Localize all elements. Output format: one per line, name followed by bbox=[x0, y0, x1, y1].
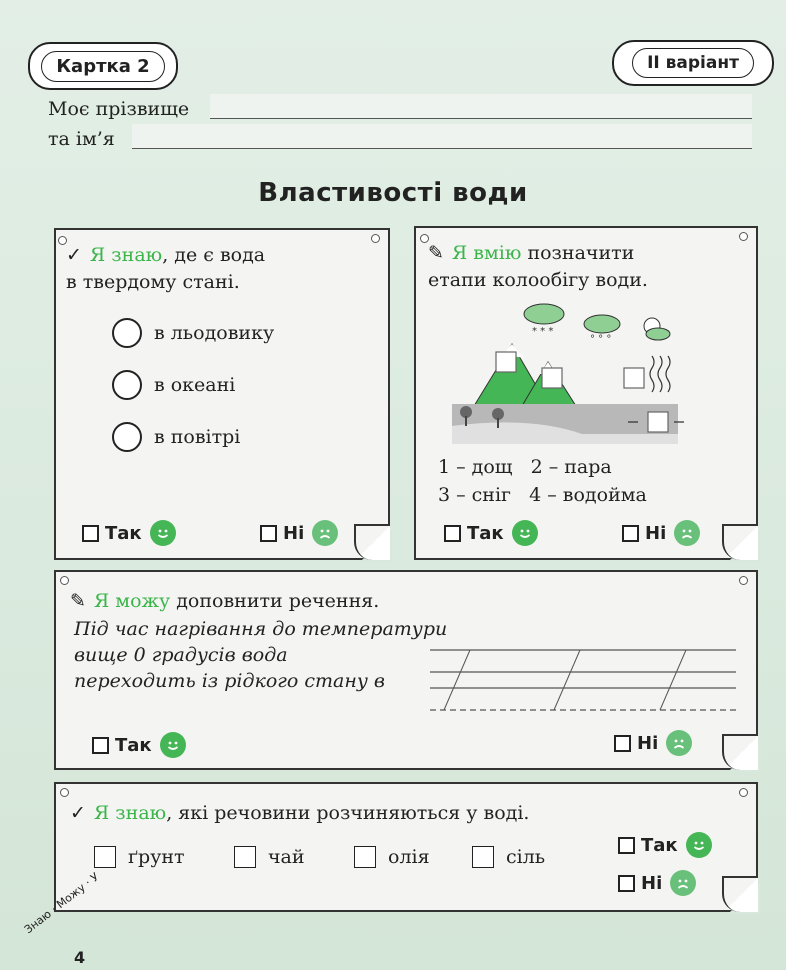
checkbox-square[interactable] bbox=[622, 525, 639, 542]
card-solid-water bbox=[54, 228, 390, 560]
card-dissolving bbox=[54, 782, 758, 912]
card-complete-sentence bbox=[54, 570, 758, 770]
checkbox-square[interactable] bbox=[618, 875, 635, 892]
svg-text:* * *: * * * bbox=[532, 326, 554, 337]
card1-heading: ✓ Я знаю, де є вода в твердому стані. bbox=[66, 244, 266, 293]
svg-text:° ° °: ° ° ° bbox=[590, 334, 612, 345]
page-curl bbox=[722, 876, 758, 912]
option-air[interactable]: в повітрі bbox=[112, 422, 240, 452]
page-curl bbox=[722, 734, 758, 770]
checkbox-square[interactable] bbox=[618, 837, 635, 854]
sentence-line-2: вище 0 градусів вода bbox=[74, 644, 288, 666]
card-water-cycle bbox=[414, 226, 758, 560]
answer-box bbox=[542, 368, 562, 388]
card1-no[interactable]: Ні bbox=[260, 520, 338, 546]
card2-yes[interactable]: Так bbox=[444, 520, 538, 546]
radio-circle[interactable] bbox=[112, 422, 142, 452]
card2-heading: ✎ Я вмію позначити етапи колообігу води. bbox=[428, 242, 648, 291]
card2-no[interactable]: Ні bbox=[622, 520, 700, 546]
snow-cloud-icon bbox=[524, 304, 564, 337]
name-label: та ім’я bbox=[48, 128, 115, 150]
option-glacier[interactable]: в льодовику bbox=[112, 318, 274, 348]
variant-label: ІІ варіант bbox=[632, 48, 754, 78]
happy-face-icon bbox=[150, 520, 176, 546]
sun-cloud-icon bbox=[644, 318, 670, 340]
checkbox[interactable] bbox=[354, 846, 376, 868]
checkbox-square[interactable] bbox=[260, 525, 277, 542]
card-number-badge bbox=[28, 42, 178, 90]
card-number-label: Картка 2 bbox=[41, 51, 164, 82]
checkbox-square[interactable] bbox=[82, 525, 99, 542]
page-title: Властивості води bbox=[258, 178, 528, 208]
footer-arc-text: Знаю · Можу · У bbox=[22, 870, 102, 937]
pencil-icon: ✎ bbox=[70, 590, 86, 612]
page-curl bbox=[722, 524, 758, 560]
writing-lines[interactable] bbox=[430, 642, 740, 712]
happy-face-icon bbox=[512, 520, 538, 546]
card1-yes[interactable]: Так bbox=[82, 520, 176, 546]
card3-yes[interactable]: Так bbox=[92, 732, 186, 758]
checkbox[interactable] bbox=[234, 846, 256, 868]
legend-row-2: 3 – сніг 4 – водойма bbox=[438, 484, 647, 506]
answer-box bbox=[496, 352, 516, 372]
legend-row-1: 1 – дощ 2 – пара bbox=[438, 456, 612, 478]
radio-circle[interactable] bbox=[112, 318, 142, 348]
sad-face-icon bbox=[312, 520, 338, 546]
card3-heading: ✎ Я можу доповнити речення. bbox=[70, 590, 380, 612]
card4-yes[interactable]: Так bbox=[618, 832, 712, 858]
sad-face-icon bbox=[670, 870, 696, 896]
vapor-arrows-icon bbox=[650, 356, 670, 392]
sad-face-icon bbox=[674, 520, 700, 546]
card4-no[interactable]: Ні bbox=[618, 870, 696, 896]
surname-label: Моє прізвище bbox=[48, 98, 190, 120]
radio-circle[interactable] bbox=[112, 370, 142, 400]
page-number: 4 bbox=[74, 948, 86, 967]
checkmark-icon: ✓ bbox=[70, 802, 86, 824]
rain-cloud-icon bbox=[584, 315, 620, 345]
option-soil[interactable]: ґрунт bbox=[94, 846, 185, 868]
option-oil[interactable]: олія bbox=[354, 846, 430, 868]
checkbox-square[interactable] bbox=[92, 737, 109, 754]
answer-box bbox=[648, 412, 668, 432]
checkbox[interactable] bbox=[472, 846, 494, 868]
happy-face-icon bbox=[686, 832, 712, 858]
sentence-line-1: Під час нагрівання до температури bbox=[74, 618, 448, 640]
option-ocean[interactable]: в океані bbox=[112, 370, 235, 400]
name-field[interactable] bbox=[132, 124, 752, 149]
sentence-line-3: переходить із рідкого стану в bbox=[74, 670, 385, 692]
happy-face-icon bbox=[160, 732, 186, 758]
option-tea[interactable]: чай bbox=[234, 846, 305, 868]
pencil-icon: ✎ bbox=[428, 242, 444, 264]
variant-badge bbox=[612, 40, 774, 86]
checkbox[interactable] bbox=[94, 846, 116, 868]
checkbox-square[interactable] bbox=[614, 735, 631, 752]
sad-face-icon bbox=[666, 730, 692, 756]
surname-field[interactable] bbox=[210, 94, 752, 119]
card4-heading: ✓ Я знаю, які речовини розчиняються у воді. bbox=[70, 802, 530, 824]
option-salt[interactable]: сіль bbox=[472, 846, 545, 868]
card3-no[interactable]: Ні bbox=[614, 730, 692, 756]
checkbox-square[interactable] bbox=[444, 525, 461, 542]
answer-box bbox=[624, 368, 644, 388]
page-curl bbox=[354, 524, 390, 560]
water-cycle-illustration bbox=[452, 296, 712, 456]
checkmark-icon: ✓ bbox=[66, 244, 82, 266]
